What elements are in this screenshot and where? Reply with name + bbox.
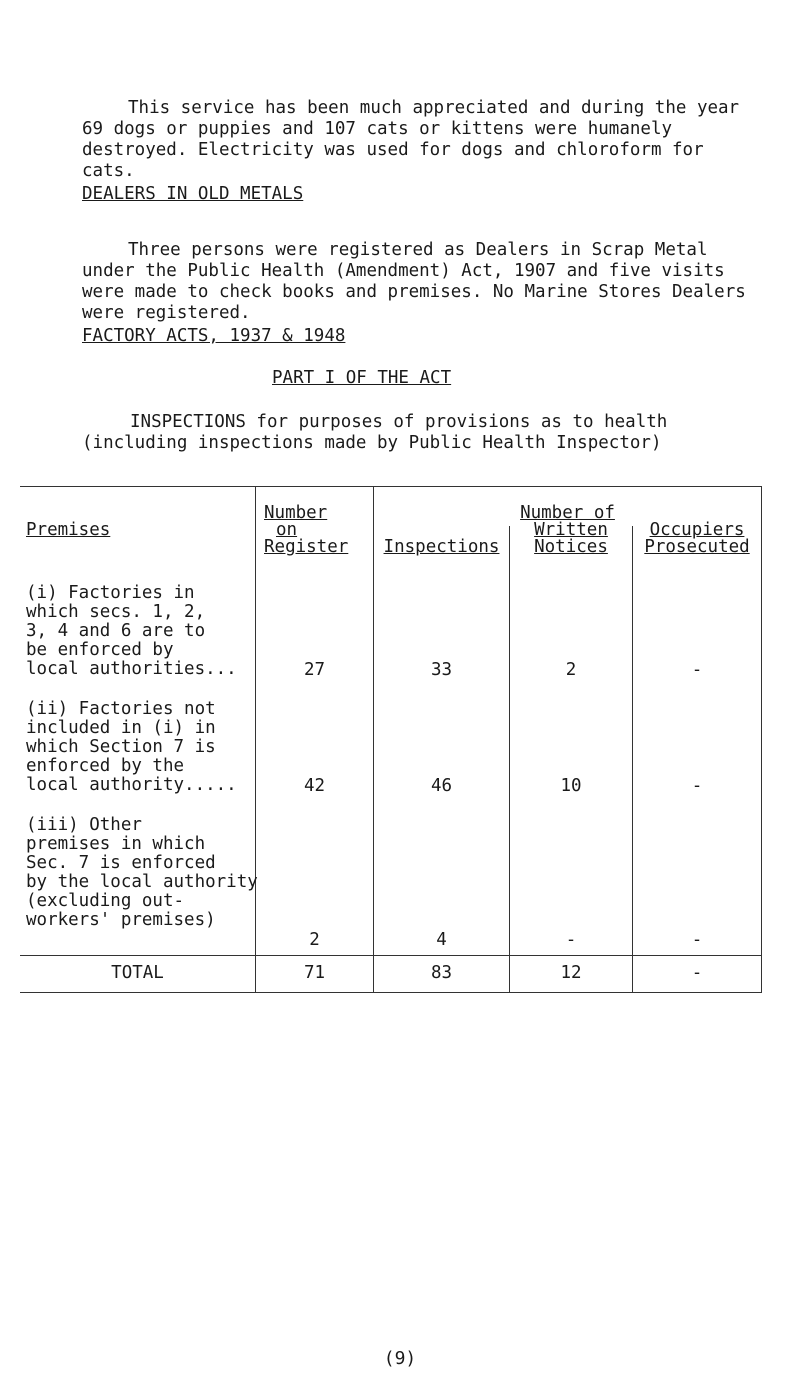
- dealers-paragraph: Three persons were registered as Dealers in Scrap Metal under the Public Health (Amendment) Act, 1907 and five visits were made to check books and premises. No Marine Stores Dealers were registered.: [82, 240, 757, 323]
- total-notices: 12: [560, 963, 582, 983]
- row-1-premises: (i) Factories in which secs. 1, 2, 3, 4 and 6 are to be enforced by local authorities...: [26, 583, 237, 679]
- header-notices: Notices: [534, 537, 608, 557]
- row-1-inspections: 33: [430, 660, 453, 680]
- inspections-subtitle-line2: (including inspections made by Public Health Inspector): [82, 433, 662, 453]
- dealers-heading: DEALERS IN OLD METALS: [82, 184, 304, 204]
- header-prosecuted: Prosecuted: [644, 537, 750, 557]
- row-2-prosecuted: -: [691, 776, 703, 796]
- header-occupiers: Occupiers: [649, 520, 745, 540]
- header-number-of: Number of: [520, 503, 615, 523]
- total-label: TOTAL: [111, 963, 164, 983]
- table-bottom-rule: [20, 992, 762, 993]
- total-top-rule: [20, 955, 762, 956]
- row-1-register: 27: [303, 660, 326, 680]
- total-prosecuted: -: [691, 963, 703, 983]
- table-top-rule: [20, 486, 762, 487]
- total-inspections: 83: [430, 963, 453, 983]
- row-3-inspections: 4: [436, 930, 447, 950]
- row-1-notices: 2: [565, 660, 577, 680]
- row-3-premises: (iii) Other premises in which Sec. 7 is enforced by the local authority (excluding out- workers' premises): [26, 815, 258, 930]
- inspections-subtitle-line1: INSPECTIONS for purposes of provisions as to health: [130, 412, 668, 432]
- inspections-table: [20, 486, 762, 1018]
- header-written: Written: [534, 520, 608, 540]
- row-2-notices: 10: [560, 776, 582, 796]
- col-divider-inspections: [373, 486, 374, 992]
- row-2-premises: (ii) Factories not included in (i) in which Section 7 is enforced by the local authority.....: [26, 699, 237, 795]
- table-right-rule: [761, 486, 762, 992]
- page-number: (9): [383, 1348, 417, 1369]
- row-1-prosecuted: -: [691, 660, 703, 680]
- intro-paragraph: This service has been much appreciated and during the year 69 dogs or puppies and 107 cats or kittens were humanely destroyed. Electricity was used for dogs and chloroform for cats.: [82, 98, 750, 181]
- part-heading: PART I OF THE ACT: [272, 368, 452, 388]
- col-divider-prosecuted: [632, 526, 633, 992]
- header-register: Register: [264, 537, 349, 557]
- col-divider-notices: [509, 526, 510, 992]
- row-2-register: 42: [303, 776, 326, 796]
- total-register: 71: [303, 963, 326, 983]
- header-number: Number: [264, 503, 328, 523]
- factory-heading: FACTORY ACTS, 1937 & 1948: [82, 326, 346, 346]
- header-premises: Premises: [26, 520, 111, 540]
- row-3-register: 2: [309, 930, 320, 950]
- header-on: on: [276, 520, 298, 540]
- row-3-notices: -: [565, 930, 577, 950]
- row-2-inspections: 46: [430, 776, 453, 796]
- header-inspections: Inspections: [383, 537, 500, 557]
- row-3-prosecuted: -: [691, 930, 703, 950]
